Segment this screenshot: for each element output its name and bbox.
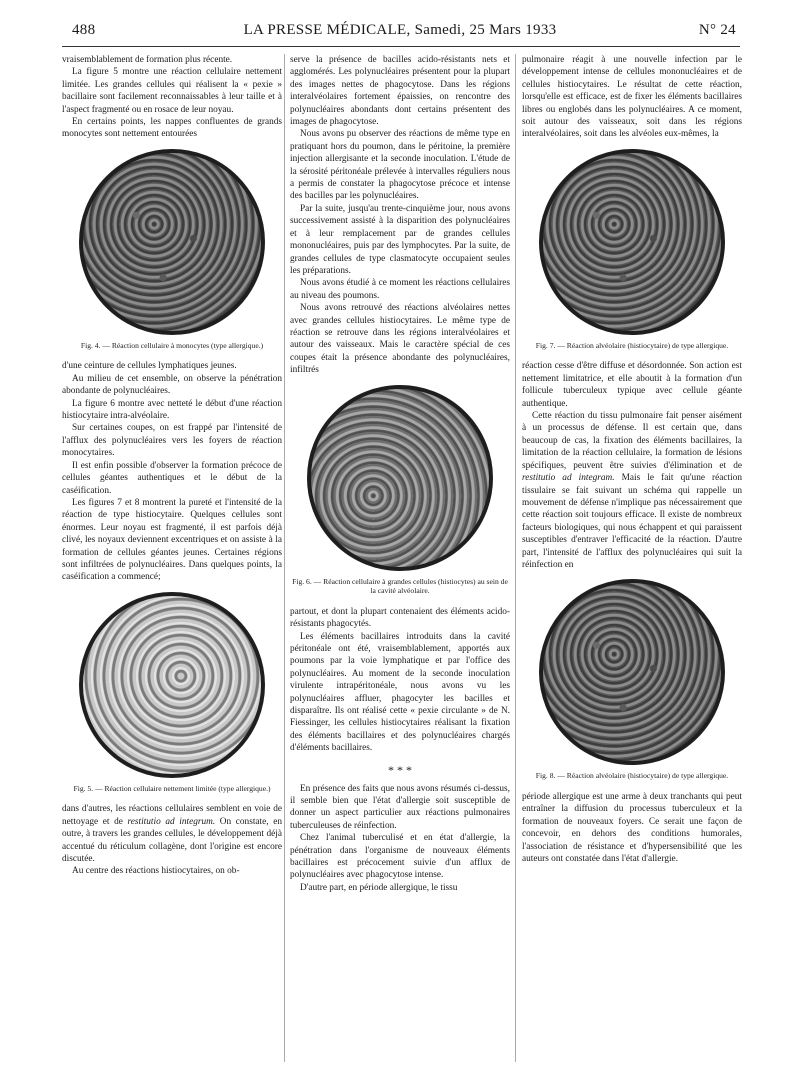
paragraph: Nous avons pu observer des réactions de même type en pratiquant hors du poumon, dans le péritoine, la première injection allergisante et la seconde inoculation. L'étude de la sérosité péritonéale prélevée à intervalles réguliers nous a permis de constater la phagocytose précoce et intense des bacilles par les polynucléaires. [290, 129, 510, 202]
paragraph: Chez l'animal tuberculisé et en état d'allergie, la pénétration dans l'organisme de nouveaux éléments bacillaires est précocement suivie d'un afflux de polynucléaires avec phagocytose intense. [290, 833, 510, 881]
paragraph: réaction cesse d'être diffuse et désordonnée. Son action est nettement limitatrice, et elle aboutit à la formation d'un follicule tuberculeux typique avec cellule géante authentique. [522, 361, 742, 409]
figure-caption: Fig. 5. — Réaction cellulaire nettement limitée (type allergique.) [73, 783, 271, 793]
paragraph: dans d'autres, les réactions cellulaires semblent en voie de nettoyage et de restitutio ad integrum. On constate, en outre, à travers les grandes cellules, le développement déjà accentué du réticulum collagène, dont l'origine est encore discutée. [62, 804, 282, 864]
paragraph: d'une ceinture de cellules lymphatiques jeunes. [62, 361, 237, 372]
figure-7 [522, 149, 742, 351]
journal-title: LA PRESSE MÉDICALE, Samedi, 25 Mars 1933 [243, 22, 557, 38]
micrograph-image [79, 592, 265, 778]
paragraph: En présence des faits que nous avons résumés ci-dessus, il semble bien que l'état d'allergie soit susceptible de donner un aspect particulier aux réactions pulmonaires tuberculeuses de réinfection. [290, 783, 510, 831]
figure-5 [62, 592, 282, 794]
paragraph: pulmonaire réagit à une nouvelle infection par le développement intense de cellules mononucléaires et de cellules histiocytaires. Le résultat de cette réaction, lorsqu'elle est efficace, est de fixer les éléments bacillaires libres ou englobés dans les polynucléaires. A ce moment, soit autour des vaisseaux, soit dans les régions interalvéolaires, soit dans les alvéoles eux-mêmes, la [522, 55, 742, 140]
paragraph: Cette réaction du tissu pulmonaire fait penser aisément à un processus de défense. Il est certain que, dans beaucoup de cas, la fixation des éléments bacillaires, la limitation de la réaction cellulaire, la formation de lésions spécifiques, peuvent être suivies d'élimination et de restitutio ad integram. Mais le fait qu'une réaction tissulaire se fait suivant un schéma qui rappelle un mouvement de défense n'implique pas nécessairement que cette réaction soit toujours efficace. Il existe de nombreux facteurs biologiques, qui nous échappent et qui paraissent susceptibles d'entraver l'efficacité de la réaction. D'autre part, l'intensité de l'afflux des polynucléaires qui suit la réinfection en [522, 411, 742, 570]
section-break-stars: * * * [388, 762, 412, 777]
paragraph: Les figures 7 et 8 montrent la pureté et l'intensité de la réaction de type histiocytaire. Quelques cellules sont énormes. Leur noyau est fragmenté, il est parfois déjà clivé, les noyaux deviennent excentriques et on assiste à la formation de cellules géantes jeunes. Certaines régions sont infiltrées de polynucléaires. Dans quelques points, la caséification a commencé; [62, 497, 282, 583]
column-middle [290, 54, 510, 1062]
paragraph: serve la présence de bacilles acido-résistants nets et agglomérés. Les polynucléaires présentent pour la plupart des images nettes de phagocytose. Dans les régions interalvéolaires fortement épaissies, on rencontre des polynucléaires abondants dont certains présentent des images de phagocytose. [290, 55, 510, 128]
paragraph: Il est enfin possible d'observer la formation précoce de cellules géantes authentiques et le début de la caséification. [62, 460, 282, 496]
paragraph: partout, et dont la plupart contenaient des éléments acido-résistants phagocytés. [290, 606, 510, 630]
micrograph-image [79, 149, 265, 335]
paragraph: Au milieu de cet ensemble, on observe la pénétration abondante de polynucléaires. [62, 373, 282, 397]
header-rule [62, 46, 740, 47]
figure-caption: Fig. 4. — Réaction cellulaire à monocytes (type allergique.) [80, 340, 264, 350]
page-header [58, 22, 742, 44]
issue-number: N° 24 [698, 22, 736, 38]
paragraph: Les éléments bacillaires introduits dans la cavité péritonéale ont été, vraisemblablement, apportés aux poumons par la voie lymphatique et par l'office des polynucléaires. Au moment de la seconde inoculation virulente intrapéritonéale, nous avons vu les polynucléaires affluer, phagocyter les bacilles et disparaître. Ils ont réalisé cette « pexie circulante » de N. Fiessinger, les cellules histiocytaires réalisant la fixation des éléments bacillaires et des polynucléaires chargés d'éléments bacillaires. [290, 631, 510, 754]
figure-caption: Fig. 7. — Réaction alvéolaire (histiocytaire) de type allergique. [535, 340, 729, 350]
paragraph: période allergique est une arme à deux tranchants qui peut entraîner la diffusion du processus tuberculeux et la formation de nouveaux foyers. Ce serait une façon de concevoir, en dehors des conditions humorales, l'association de résistance et d'hypersensibilité que les auteurs ont constatée dans l'état d'allergie. [522, 791, 742, 864]
micrograph-image [539, 149, 725, 335]
column-right [522, 54, 742, 1062]
paragraph: Par la suite, jusqu'au trente-cinquième jour, nous avons successivement assisté à la disparition des polynucléaires et à leur remplacement par de grandes cellules mononucléaires, puis par des lymphocytes. Par la suite, de grandes cellules de type clasmatocyte occupaient seules les préparations. [290, 203, 510, 276]
paragraph: Nous avons retrouvé des réactions alvéolaires nettes avec grandes cellules histiocytaires. Le même type de réaction se retrouve dans les régions interalvéolaires et autour des vaisseaux. Mais le caractère spécial de ces coupes était la présence abondante des polynucléaires, infiltrés [290, 303, 510, 376]
micrograph-image [307, 385, 493, 571]
column-divider [284, 54, 285, 1062]
figure-8 [522, 579, 742, 781]
figure-4 [62, 149, 282, 351]
column-divider [515, 54, 516, 1062]
paragraph: Sur certaines coupes, on est frappé par l'intensité de l'afflux des polynucléaires vers les foyers de réaction monocytaires. [62, 423, 282, 459]
figure-caption: Fig. 6. — Réaction cellulaire à grandes cellules (histiocytes) au sein de la cavité alvéolaire. [292, 576, 508, 596]
column-left [62, 54, 282, 1062]
figure-caption: Fig. 8. — Réaction alvéolaire (histiocytaire) de type allergique. [535, 771, 729, 781]
micrograph-image [539, 579, 725, 765]
paragraph: La figure 5 montre une réaction cellulaire nettement limitée. Les grandes cellules qui réalisent la « pexie » bacillaire sont facilement reconnaissables à leur taille et à l'aspect fragmenté ou en rosace de leur noyau. [62, 67, 282, 115]
paragraph: vraisemblablement de formation plus récente. [62, 55, 233, 65]
paragraph: En certains points, les nappes confluentes de grands monocytes sont nettement entourées [62, 117, 282, 140]
paragraph: D'autre part, en période allergique, le tissu [300, 882, 458, 893]
figure-6 [290, 385, 510, 596]
page-number: 488 [72, 22, 96, 38]
paragraph: Au centre des réactions histiocytaires, on ob- [72, 866, 240, 877]
paragraph: Nous avons étudié à ce moment les réactions cellulaires au niveau des poumons. [290, 278, 510, 301]
paragraph: La figure 6 montre avec netteté le début d'une réaction histiocytaire intra-alvéolaire. [62, 398, 282, 422]
